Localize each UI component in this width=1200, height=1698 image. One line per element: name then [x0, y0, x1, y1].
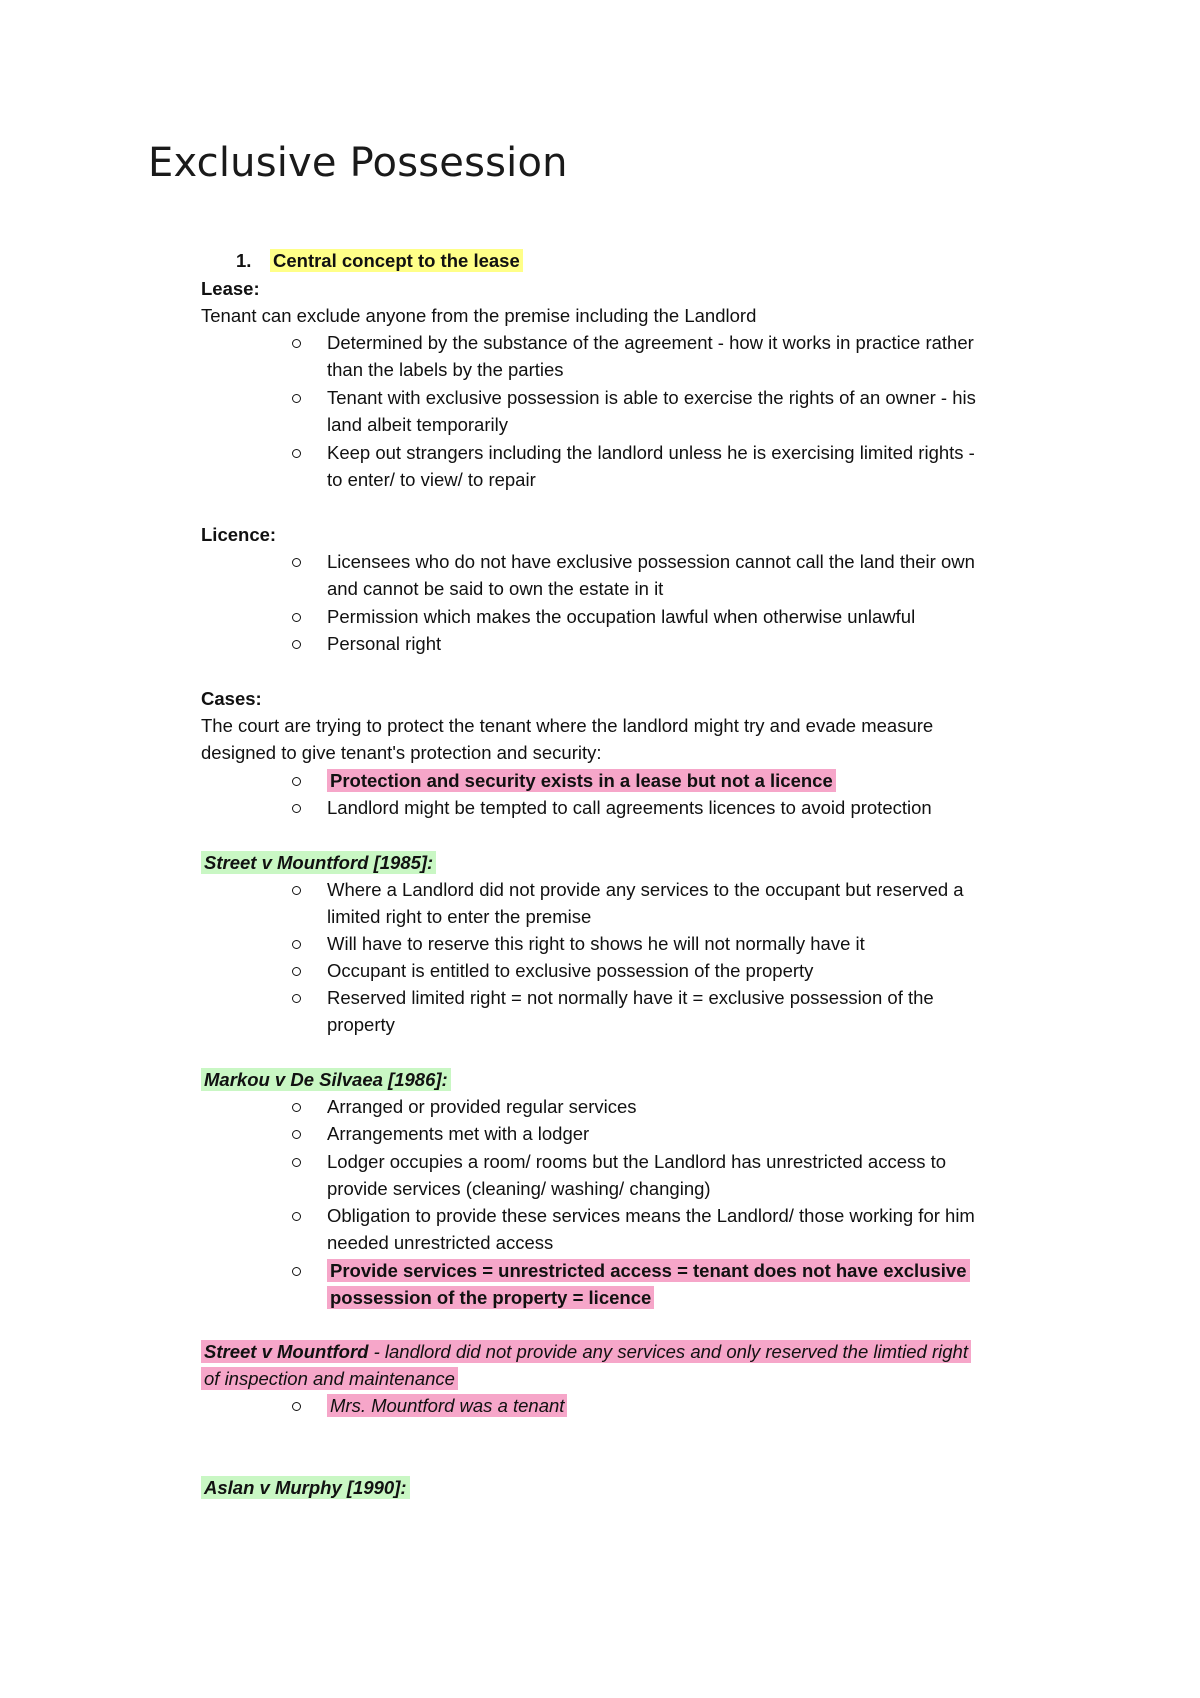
- comparison-highlight: of inspection and maintenance: [201, 1367, 458, 1390]
- bullet-icon: [292, 804, 301, 813]
- bullet-icon: [292, 558, 301, 567]
- street-bullet-2: Will have to reserve this right to shows he will not normally have it: [327, 933, 865, 954]
- bullet-icon: [292, 394, 301, 403]
- central-concept-heading: [270, 247, 523, 274]
- highlighted-text: Provide services = unrestricted access = tenant does not have exclusive: [327, 1259, 970, 1282]
- markou-bullet-3-line-1: Lodger occupies a room/ rooms but the Landlord has unrestricted access to: [327, 1151, 947, 1172]
- licence-bullet-2: Permission which makes the occupation lawful when otherwise unlawful: [327, 606, 916, 627]
- markou-bullet-4-line-2: needed unrestricted access: [327, 1232, 554, 1253]
- cases-bullet-1: [327, 767, 836, 794]
- page-title: Exclusive Possession: [148, 140, 568, 186]
- street-heading: [201, 849, 436, 876]
- bullet-icon: [292, 994, 301, 1003]
- bullet-icon: [292, 940, 301, 949]
- lease-bullet-3-line-2: to enter/ to view/ to repair: [327, 469, 536, 490]
- list-number: 1.: [236, 250, 252, 271]
- bullet-icon: [292, 640, 301, 649]
- comparison-line-2: [201, 1365, 458, 1392]
- bullet-icon: [292, 967, 301, 976]
- licence-bullet-1-line-2: and cannot be said to own the estate in it: [327, 578, 664, 599]
- licence-bullet-1-line-1: Licensees who do not have exclusive possession cannot call the land their own: [327, 551, 975, 572]
- comparison-line-1: [201, 1338, 971, 1365]
- lease-bullet-2-line-1: Tenant with exclusive possession is able to exercise the rights of an owner - his: [327, 387, 976, 408]
- lease-bullet-1-line-2: than the labels by the parties: [327, 359, 564, 380]
- lease-intro: Tenant can exclude anyone from the premise including the Landlord: [201, 305, 757, 326]
- bullet-icon: [292, 1158, 301, 1167]
- aslan-heading: [201, 1474, 410, 1501]
- markou-bullet-5-line-2: [327, 1284, 654, 1311]
- bullet-icon: [292, 339, 301, 348]
- markou-bullet-3-line-2: provide services (cleaning/ washing/ changing): [327, 1178, 711, 1199]
- licence-bullet-3: Personal right: [327, 633, 442, 654]
- bullet-icon: [292, 613, 301, 622]
- markou-bullet-4-line-1: Obligation to provide these services means the Landlord/ those working for him: [327, 1205, 975, 1226]
- lease-bullet-1-line-1: Determined by the substance of the agreement - how it works in practice rather: [327, 332, 974, 353]
- case-name-highlight: Street v Mountford [1985]:: [201, 851, 436, 874]
- lease-label: Lease:: [201, 278, 260, 299]
- cases-intro-line-2: designed to give tenant's protection and security:: [201, 742, 602, 763]
- markou-heading: [201, 1066, 451, 1093]
- comparison-highlight: [201, 1340, 971, 1363]
- case-name-highlight: Markou v De Silvaea [1986]:: [201, 1068, 451, 1091]
- street-bullet-1-line-1: Where a Landlord did not provide any services to the occupant but reserved a: [327, 879, 964, 900]
- bullet-icon: [292, 886, 301, 895]
- highlighted-text: Mrs. Mountford was a tenant: [327, 1394, 567, 1417]
- street-bullet-4-line-2: property: [327, 1014, 395, 1035]
- case-name-highlight: Aslan v Murphy [1990]:: [201, 1476, 410, 1499]
- highlighted-text: possession of the property = licence: [327, 1286, 654, 1309]
- street-bullet-1-line-2: limited right to enter the premise: [327, 906, 592, 927]
- cases-bullet-2: Landlord might be tempted to call agreements licences to avoid protection: [327, 797, 932, 818]
- cases-intro-line-1: The court are trying to protect the tenant where the landlord might try and evade measure: [201, 715, 934, 736]
- markou-bullet-1: Arranged or provided regular services: [327, 1096, 637, 1117]
- lease-bullet-3-line-1: Keep out strangers including the landlord unless he is exercising limited rights -: [327, 442, 975, 463]
- comparison-case-name: Street v Mountford: [204, 1341, 369, 1362]
- bullet-icon: [292, 1130, 301, 1139]
- bullet-icon: [292, 1103, 301, 1112]
- comparison-bullet: [327, 1392, 567, 1419]
- cases-label: Cases:: [201, 688, 262, 709]
- bullet-icon: [292, 1267, 301, 1276]
- central-concept-highlight: Central concept to the lease: [270, 249, 523, 272]
- markou-bullet-5-line-1: [327, 1257, 970, 1284]
- comparison-text-1: - landlord did not provide any services and only reserved the limtied right: [368, 1341, 968, 1362]
- bullet-icon: [292, 449, 301, 458]
- bullet-icon: [292, 1212, 301, 1221]
- bullet-icon: [292, 1402, 301, 1411]
- lease-bullet-2-line-2: land albeit temporarily: [327, 414, 508, 435]
- bullet-icon: [292, 777, 301, 786]
- highlighted-text: Protection and security exists in a lease but not a licence: [327, 769, 836, 792]
- licence-label: Licence:: [201, 524, 277, 545]
- street-bullet-3: Occupant is entitled to exclusive possession of the property: [327, 960, 814, 981]
- street-bullet-4-line-1: Reserved limited right = not normally have it = exclusive possession of the: [327, 987, 934, 1008]
- markou-bullet-2: Arrangements met with a lodger: [327, 1123, 590, 1144]
